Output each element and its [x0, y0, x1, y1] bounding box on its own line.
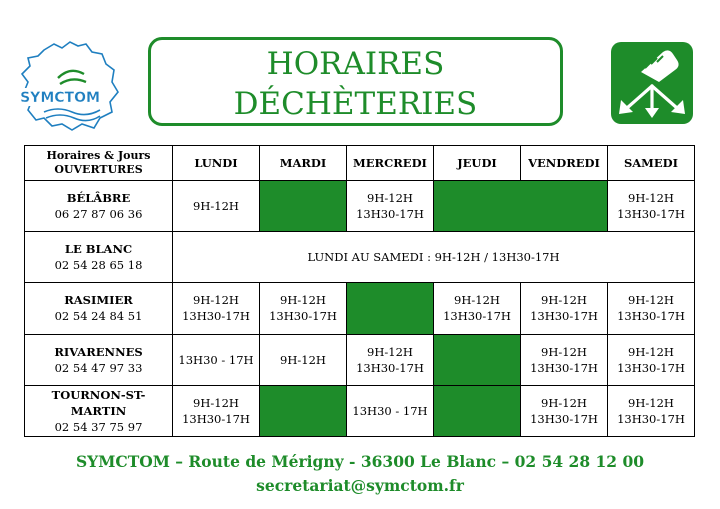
- table-row: [25, 385, 695, 436]
- time-slot: 13H30 - 17H: [352, 403, 428, 418]
- title-line-2: DÉCHÈTERIES: [233, 86, 478, 122]
- day-header-jeudi: JEUDI: [434, 146, 521, 181]
- site-name: TOURNON-ST-MARTIN: [51, 387, 146, 418]
- footer-address: SYMCTOM – Route de Mérigny - 36300 Le Blanc – 02 54 28 12 00: [75, 452, 645, 471]
- time-slot: 9H-12H: [280, 293, 326, 308]
- site-cell: [25, 181, 173, 232]
- hours-cell-lundi: [173, 385, 260, 436]
- closed-cell: [434, 181, 608, 232]
- time-slot: 13H30-17H: [617, 360, 685, 375]
- time-slot: 9H-12H: [541, 293, 587, 308]
- hours-cell-lundi: [173, 334, 260, 385]
- site-phone: 02 54 24 84 51: [54, 309, 143, 324]
- site-cell: [25, 283, 173, 334]
- hours-cell-samedi: [608, 283, 695, 334]
- site-name: RIVARENNES: [54, 344, 143, 359]
- time-slot: 13H30-17H: [269, 309, 337, 324]
- table-row: [25, 232, 695, 283]
- time-slot: 9H-12H: [193, 395, 239, 410]
- full-week-hours: LUNDI AU SAMEDI : 9H-12H / 13H30-17H: [173, 232, 695, 283]
- site-phone: 06 27 87 06 36: [54, 207, 143, 222]
- site-cell: [25, 334, 173, 385]
- header-corner: Horaires & Jours OUVERTURES: [25, 146, 173, 181]
- site-phone: 02 54 47 97 33: [54, 360, 143, 375]
- time-slot: 9H-12H: [628, 293, 674, 308]
- site-cell: [25, 232, 173, 283]
- hours-cell-mercredi: [347, 334, 434, 385]
- hours-cell-mercredi: [347, 181, 434, 232]
- time-slot: 13H30-17H: [617, 207, 685, 222]
- table-row: [25, 283, 695, 334]
- time-slot: 9H-12H: [628, 191, 674, 206]
- time-slot: 9H-12H: [454, 293, 500, 308]
- time-slot: 13H30-17H: [182, 309, 250, 324]
- site-phone: 02 54 28 65 18: [54, 258, 143, 273]
- table-row: [25, 181, 695, 232]
- site-cell: [25, 385, 173, 436]
- day-header-mardi: MARDI: [260, 146, 347, 181]
- time-slot: 9H-12H: [628, 344, 674, 359]
- title-line-1: HORAIRES: [266, 46, 445, 82]
- hours-cell-samedi: [608, 334, 695, 385]
- time-slot: 9H-12H: [367, 191, 413, 206]
- footer-email: secretariat@symctom.fr: [256, 476, 464, 495]
- hours-cell-lundi: [173, 283, 260, 334]
- time-slot: 13H30-17H: [530, 360, 598, 375]
- time-slot: 9H-12H: [628, 395, 674, 410]
- closed-cell: [260, 181, 347, 232]
- hours-cell-mardi: [260, 283, 347, 334]
- time-slot: 13H30-17H: [617, 411, 685, 426]
- hours-cell-vendredi: [521, 334, 608, 385]
- closed-cell: [434, 334, 521, 385]
- closed-cell: [260, 385, 347, 436]
- site-name: BÉLÂBRE: [66, 191, 131, 206]
- time-slot: 13H30-17H: [530, 309, 598, 324]
- time-slot: 13H30-17H: [617, 309, 685, 324]
- day-header-lundi: LUNDI: [173, 146, 260, 181]
- closed-cell: [347, 283, 434, 334]
- hours-cell-vendredi: [521, 385, 608, 436]
- table-header-row: [25, 146, 695, 181]
- day-header-samedi: SAMEDI: [608, 146, 695, 181]
- time-slot: 9H-12H: [541, 344, 587, 359]
- day-header-mercredi: MERCREDI: [347, 146, 434, 181]
- day-header-vendredi: VENDREDI: [521, 146, 608, 181]
- site-phone: 02 54 37 75 97: [54, 419, 143, 434]
- hours-cell-samedi: [608, 385, 695, 436]
- time-slot: 9H-12H: [193, 293, 239, 308]
- time-slot: 13H30-17H: [356, 360, 424, 375]
- time-slot: 9H-12H: [280, 352, 326, 367]
- page-title: [148, 37, 563, 126]
- hours-cell-samedi: [608, 181, 695, 232]
- table-row: [25, 334, 695, 385]
- logo-text: SYMCTOM: [20, 90, 100, 106]
- hours-cell-lundi: [173, 181, 260, 232]
- time-slot: 9H-12H: [541, 395, 587, 410]
- time-slot: 13H30 - 17H: [178, 352, 254, 367]
- symctom-logo: [14, 36, 124, 132]
- opening-hours-table: [24, 145, 695, 437]
- time-slot: 13H30-17H: [443, 309, 511, 324]
- time-slot: 9H-12H: [193, 199, 239, 214]
- time-slot: 9H-12H: [367, 344, 413, 359]
- time-slot: 13H30-17H: [356, 207, 424, 222]
- hours-cell-mercredi: [347, 385, 434, 436]
- time-slot: 13H30-17H: [182, 411, 250, 426]
- hours-cell-jeudi: [434, 283, 521, 334]
- site-name: LE BLANC: [64, 242, 133, 257]
- recycle-hand-icon: [611, 42, 693, 124]
- hours-cell-mardi: [260, 334, 347, 385]
- site-name: RASIMIER: [64, 293, 133, 308]
- closed-cell: [434, 385, 521, 436]
- time-slot: 13H30-17H: [530, 411, 598, 426]
- hours-cell-vendredi: [521, 283, 608, 334]
